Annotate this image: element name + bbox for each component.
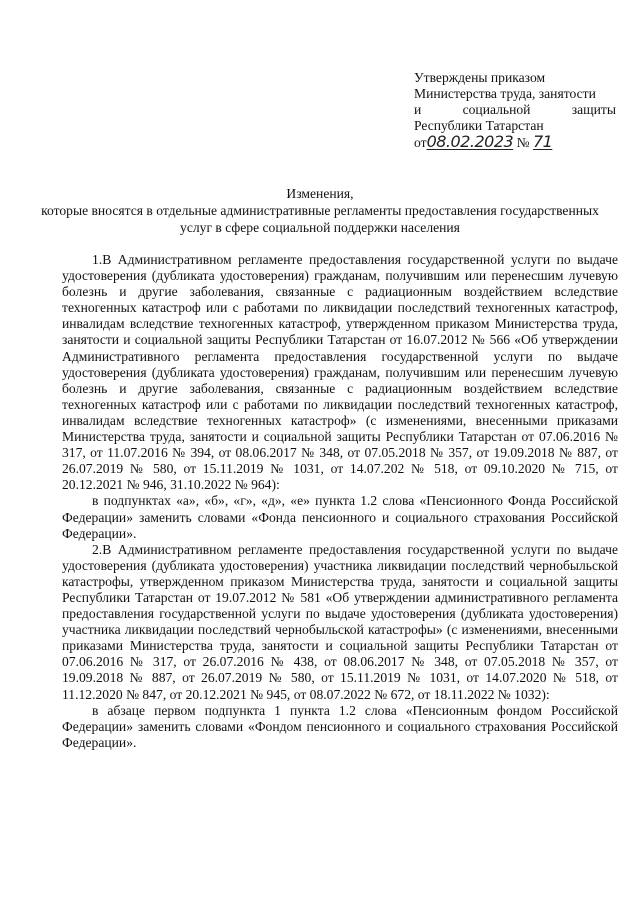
approval-line-2: Министерства труда, занятости — [414, 86, 596, 102]
approval-date-line — [414, 134, 616, 151]
approval-line-1: Утверждены приказом — [414, 70, 546, 85]
document-subtitle: которые вносятся в отдельные административные регламенты предоставления государственных услуг в сфере социальной поддержки населения — [41, 203, 599, 235]
approval-from-label: от — [414, 135, 427, 151]
paragraph-1: 1.В Административном регламенте предоставления государственной услуги по выдаче удостоверения (дубликата удостоверения) гражданам, получившим или перенесшим лучевую болезнь и другие заболевания, связанные с радиационным воздействием вследствие техногенных катастроф или с работами по ликвидации последствий техногенных катастроф, инвалидам вследствие техногенных катастроф, утвержденном приказом Министерства труда, занятости и социальной защиты Республики Татарстан от 16.07.2012 № 566 «Об утверждении Административного регламента предоставления государственной услуги по выдаче удостоверения (дубликата удостоверения) гражданам, получившим или перенесшим лучевую болезнь и другие заболевания, связанные с радиационным воздействием вследствие техногенных катастроф или с работами по ликвидации последствий техногенных катастроф, инвалидам вследствие техногенных катастроф» (с изменениями, внесенными приказами Министерства труда, занятости и социальной защиты Республики Татарстан от 07.06.2016 № 317, от 11.07.2016 № 394, от 08.06.2017 № 348, от 07.05.2018 № 357, от 19.09.2018 № 887, от 26.07.2019 № 580, от 15.11.2019 № 1031, от 14.07.202 № 518, от 09.10.2020 № 715, от 20.12.2021 № 946, 31.10.2022 № 964): — [62, 252, 618, 493]
approval-stamp-block — [414, 70, 616, 151]
handwritten-number: 71 — [532, 132, 553, 152]
approval-line-3: и социальной защиты — [414, 102, 616, 118]
approval-number-label: № — [516, 135, 530, 151]
handwritten-date: 08.02.2023 — [426, 132, 514, 152]
paragraph-4: в абзаце первом подпункта 1 пункта 1.2 слова «Пенсионным фондом Российской Федерации» заменить словами «Фондом пенсионного и социального страхования Российской Федерации». — [62, 702, 618, 750]
document-title: Изменения, — [286, 186, 354, 201]
paragraph-2: в подпунктах «а», «б», «г», «д», «е» пункта 1.2 слова «Пенсионного Фонда Российской Федерации» заменить словами «Фонда пенсионного и социального страхования Российской Федерации». — [62, 493, 618, 541]
approval-line-4: Республики Татарстан — [414, 118, 544, 134]
document-body — [62, 252, 618, 751]
paragraph-3: 2.В Административном регламенте предоставления государственной услуги по выдаче удостоверения (дубликата удостоверения) участника ликвидации последствий чернобыльской катастрофы, утвержденном приказом Министерства труда, занятости и социальной защиты Республики Татарстан от 19.07.2012 № 581 «Об утверждении административного регламента предоставления государственной услуги по выдаче удостоверения (дубликата удостоверения) участника ликвидации последствий чернобыльской катастрофы» (с изменениями, внесенными приказами Министерства труда, занятости и социальной защиты Республики Татарстан от 07.06.2016 № 317, от 26.07.2016 № 438, от 08.06.2017 № 348, от 07.05.2018 № 357, от 19.09.2018 № 887, от 26.07.2019 № 580, от 15.11.2019 № 1031, от 14.07.2020 № 518, от 11.12.2020 № 847, от 20.12.2021 № 945, от 08.07.2022 № 672, от 18.11.2022 № 1032): — [62, 541, 618, 702]
